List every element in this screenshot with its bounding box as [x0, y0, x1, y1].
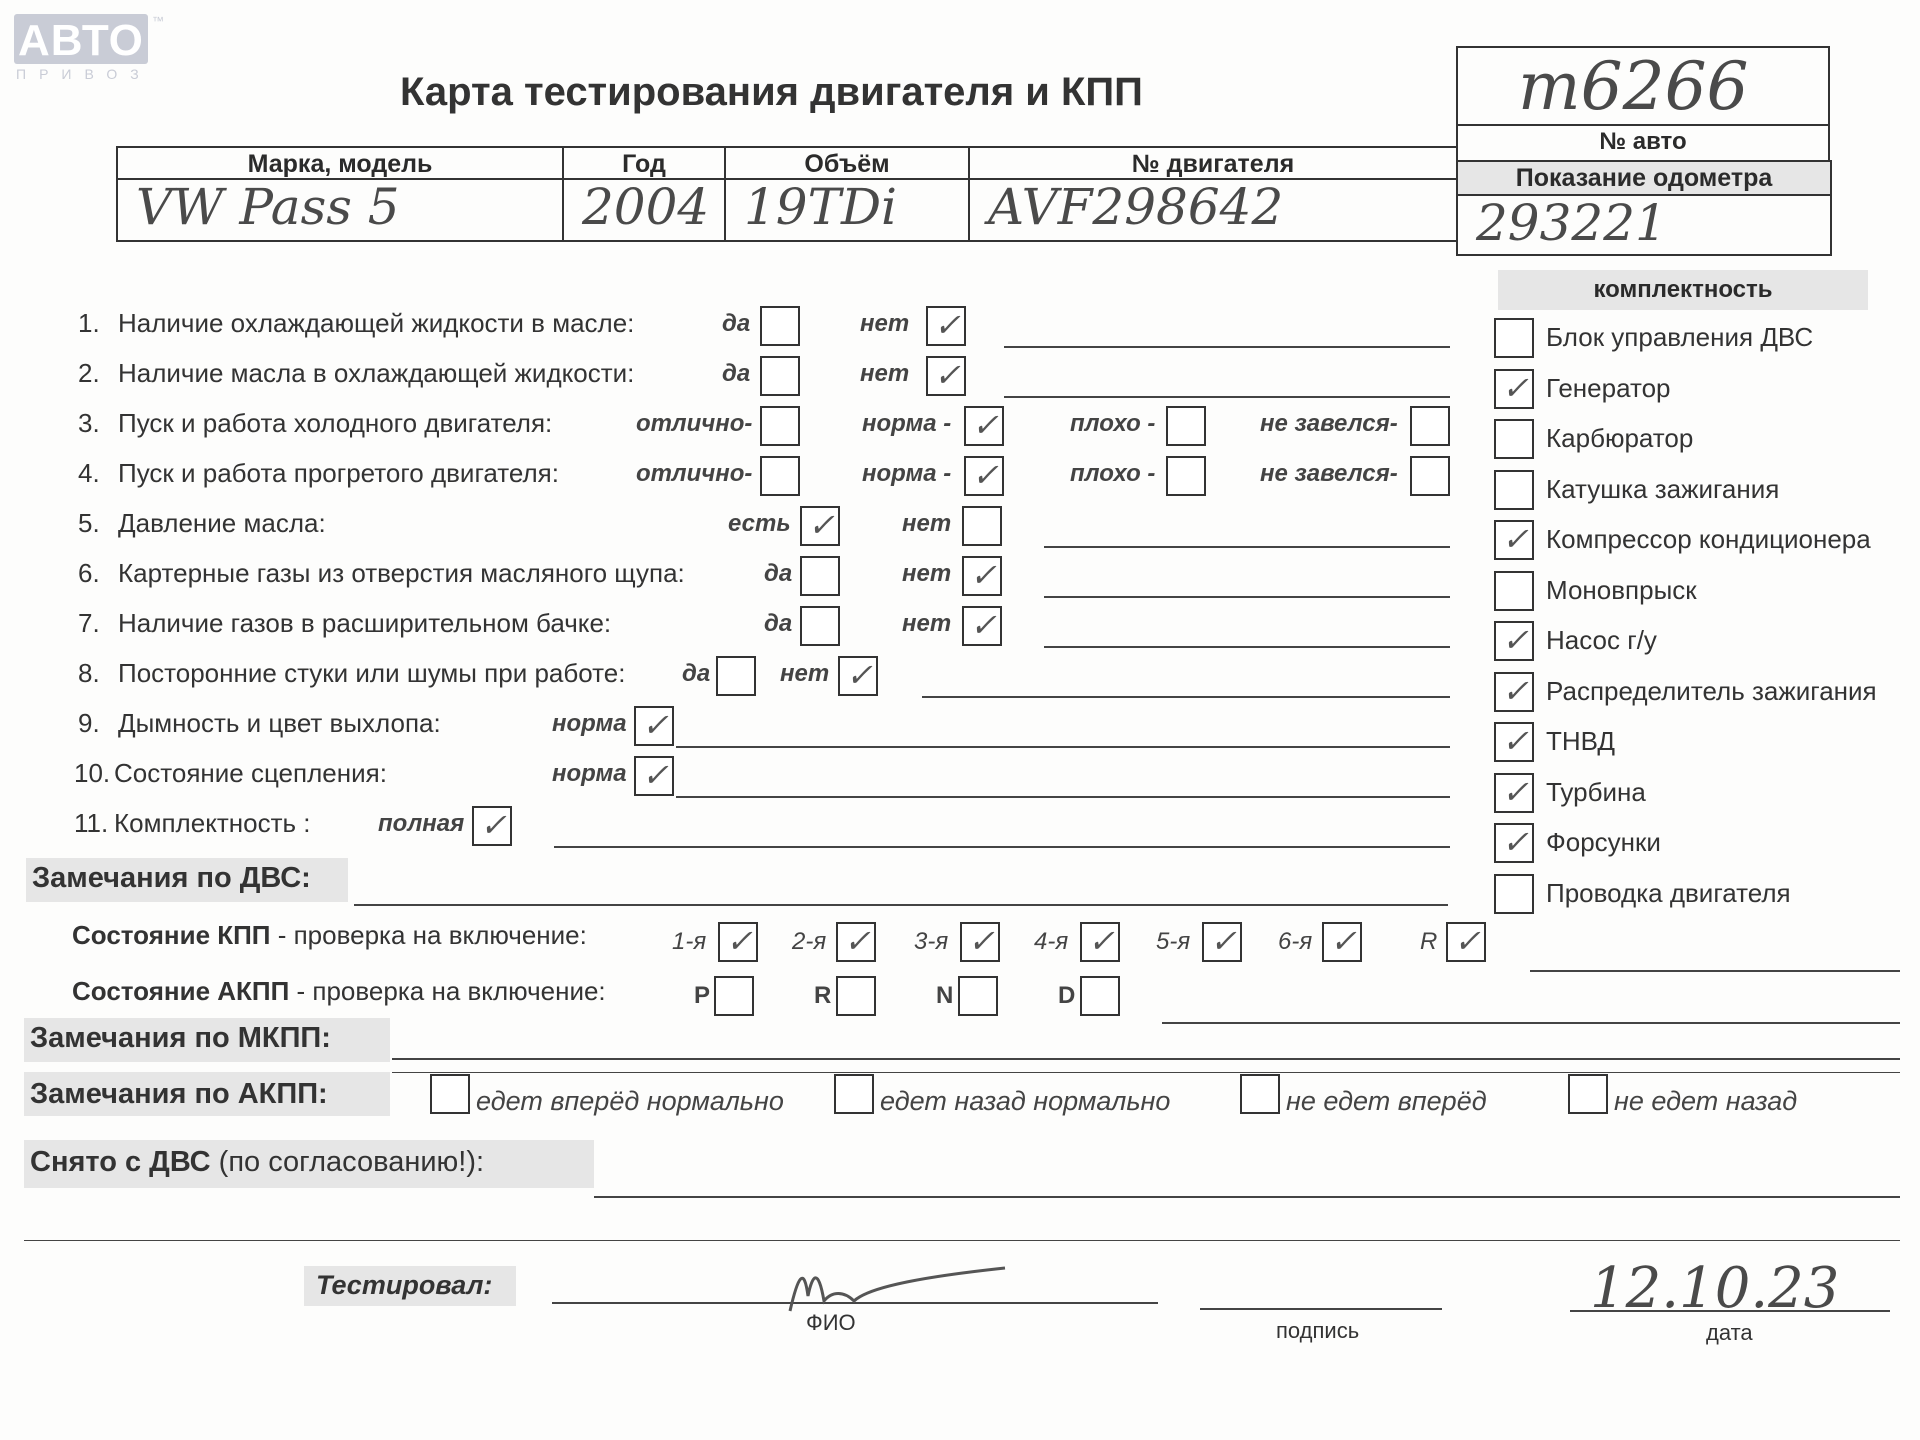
kpp-gear-box[interactable]: [1446, 922, 1486, 962]
logo-tm: ™: [152, 14, 164, 28]
sign-label: подпись: [1276, 1318, 1360, 1343]
check-mark: ✓: [972, 456, 999, 494]
kpp-gear-box[interactable]: [960, 922, 1000, 962]
check-mark: ✓: [934, 306, 961, 344]
header-value-text: 293221: [1476, 194, 1667, 252]
check-remark-line: [676, 746, 1450, 748]
check-mark: ✓: [726, 922, 753, 960]
kpp-gear-label: 6-я: [1278, 928, 1313, 955]
check-number: 8.: [78, 658, 100, 688]
check-mark: ✓: [972, 406, 999, 444]
check-remark-line: [554, 846, 1450, 848]
header-value-text: 2004: [582, 178, 710, 236]
check-option-label: да: [722, 360, 751, 387]
check-option-label: нет: [902, 610, 952, 637]
akpp-remark-option-box[interactable]: [1568, 1074, 1608, 1114]
header-col-label: Показание одометра: [1515, 164, 1773, 192]
check-option-box[interactable]: [760, 456, 800, 496]
check-mark: ✓: [844, 922, 871, 960]
check-mark: ✓: [1210, 922, 1237, 960]
logo-subtitle: ПРИВОЗ: [16, 66, 152, 82]
check-option-box[interactable]: [716, 656, 756, 696]
check-option-box[interactable]: [760, 306, 800, 346]
check-option-label: отлично-: [636, 410, 753, 437]
akpp-remark-option-label: едет назад нормально: [880, 1086, 1171, 1116]
kpp-gear-box[interactable]: [836, 922, 876, 962]
auto-number-label: № авто: [1599, 128, 1687, 155]
header-col-1: [562, 146, 726, 180]
check-option-label: норма: [552, 760, 627, 787]
kit-item-box[interactable]: [1494, 571, 1534, 611]
date-value: 12.10.23: [1590, 1256, 1840, 1321]
kit-item-box[interactable]: [1494, 369, 1534, 409]
kit-item-box[interactable]: [1494, 318, 1534, 358]
kit-item-label: Карбюратор: [1546, 423, 1694, 453]
tested-label: Тестировал:: [316, 1270, 493, 1300]
check-option-label: нет: [902, 510, 952, 537]
check-option-label: есть: [728, 510, 791, 537]
akpp-line: [1162, 1022, 1900, 1024]
remarks-mkpp-label: Замечания по МКПП:: [30, 1022, 331, 1054]
header-value-text: VW Pass 5: [136, 178, 400, 236]
check-mark: ✓: [1502, 772, 1529, 811]
check-mark: ✓: [642, 706, 669, 744]
kit-title: комплектность: [1593, 276, 1773, 303]
header-value-4: [1456, 194, 1832, 256]
logo: [14, 14, 164, 82]
akpp-mode-label: R: [814, 982, 832, 1009]
check-option-box[interactable]: [472, 806, 512, 846]
header-col-label: Объём: [804, 150, 890, 178]
kpp-gear-label: 5-я: [1156, 928, 1191, 955]
check-mark: ✓: [1502, 722, 1529, 760]
remarks-dvs-line: [354, 904, 1448, 906]
check-option-label: да: [764, 610, 793, 637]
check-number: 3.: [78, 408, 100, 438]
check-option-label: плохо -: [1070, 410, 1156, 437]
check-option-box[interactable]: [800, 556, 840, 596]
check-number: 1.: [78, 308, 100, 338]
check-label: Посторонние стуки или шумы при работе:: [118, 658, 626, 688]
akpp-mode-box[interactable]: [958, 976, 998, 1016]
check-mark: ✓: [480, 806, 507, 844]
check-mark: ✓: [642, 756, 669, 794]
fio-label: ФИО: [806, 1310, 856, 1335]
check-mark: ✓: [968, 922, 995, 960]
kit-item-label: Насос г/у: [1546, 625, 1657, 655]
check-option-box[interactable]: [634, 756, 674, 796]
auto-number-label-cell: [1456, 124, 1830, 160]
akpp-remark-option-label: не едет назад: [1614, 1086, 1798, 1116]
check-option-box[interactable]: [760, 356, 800, 396]
akpp-mode-label: N: [936, 982, 954, 1009]
akpp-remark-option-label: не едет вперёд: [1286, 1086, 1487, 1116]
kpp-label: Состояние КПП - проверка на включение:: [72, 920, 587, 950]
check-number: 2.: [78, 358, 100, 388]
check-number: 5.: [78, 508, 100, 538]
kit-item-label: Катушка зажигания: [1546, 473, 1780, 504]
kit-item-box[interactable]: [1494, 722, 1534, 762]
kit-item-box[interactable]: [1494, 419, 1534, 459]
kpp-gear-box[interactable]: [718, 922, 758, 962]
kpp-line: [1530, 970, 1900, 972]
kit-item-box[interactable]: [1494, 520, 1534, 560]
header-col-label: Марка, модель: [247, 150, 433, 178]
akpp-mode-box[interactable]: [1080, 976, 1120, 1016]
check-mark: ✓: [1502, 621, 1529, 659]
check-option-label: не завелся-: [1260, 410, 1398, 437]
check-mark: ✓: [1330, 922, 1357, 960]
kit-item-label: Генератор: [1546, 372, 1671, 403]
check-option-box[interactable]: [962, 556, 1002, 596]
header-col-3: [968, 146, 1458, 180]
check-mark: ✓: [1502, 520, 1529, 558]
check-label: Комплектность :: [114, 808, 311, 838]
date-label: дата: [1706, 1320, 1753, 1345]
removed-line: [594, 1196, 1900, 1198]
kit-item-label: Турбина: [1546, 776, 1646, 807]
akpp-mode-box[interactable]: [714, 976, 754, 1016]
kpp-gear-label: 4-я: [1034, 928, 1069, 955]
check-option-label: отлично-: [636, 460, 753, 487]
header-col-4: [1456, 160, 1832, 196]
check-label: Наличие охлаждающей жидкости в масле:: [118, 308, 635, 338]
check-option-box[interactable]: [962, 606, 1002, 646]
kit-item-box[interactable]: [1494, 672, 1534, 712]
check-mark: ✓: [1088, 922, 1115, 960]
check-label: Наличие масла в охлаждающей жидкости:: [118, 358, 635, 388]
check-option-label: да: [722, 310, 751, 337]
header-value-2: [724, 178, 970, 242]
check-option-label: норма -: [862, 410, 952, 437]
header-col-2: [724, 146, 970, 180]
check-option-box[interactable]: [926, 356, 966, 396]
check-mark: ✓: [934, 356, 961, 394]
check-number: 7.: [78, 608, 100, 638]
akpp-remark-option-box[interactable]: [1240, 1074, 1280, 1114]
header-value-text: 19TDi: [744, 178, 898, 236]
check-mark: ✓: [1502, 368, 1529, 407]
kit-item-box[interactable]: [1494, 773, 1534, 813]
check-label: Давление масла:: [118, 508, 326, 538]
sign-line: [1200, 1308, 1442, 1310]
kit-item-box[interactable]: [1494, 621, 1534, 661]
check-remark-line: [1044, 596, 1450, 598]
auto-number-box: [1456, 46, 1830, 126]
check-option-label: да: [764, 560, 793, 587]
kit-item-box[interactable]: [1494, 823, 1534, 863]
header-col-label: Год: [622, 150, 666, 178]
check-option-box[interactable]: [1166, 406, 1206, 446]
check-option-label: нет: [860, 310, 910, 337]
kpp-gear-box[interactable]: [1202, 922, 1242, 962]
check-mark: ✓: [1502, 823, 1529, 861]
check-mark: ✓: [808, 506, 835, 544]
check-option-box[interactable]: [1166, 456, 1206, 496]
auto-number-value: т6266: [1518, 48, 1749, 125]
akpp-mode-box[interactable]: [836, 976, 876, 1016]
remarks-dvs-label: Замечания по ДВС:: [32, 862, 311, 894]
check-label: Картерные газы из отверстия масляного щупа:: [118, 558, 685, 588]
kpp-gear-box[interactable]: [1322, 922, 1362, 962]
check-option-label: норма: [552, 710, 627, 737]
check-number: 10.: [74, 758, 111, 788]
check-label: Дымность и цвет выхлопа:: [118, 708, 441, 738]
check-option-label: нет: [780, 660, 830, 687]
akpp-mode-label: D: [1058, 982, 1076, 1009]
check-remark-line: [1004, 346, 1450, 348]
check-option-box[interactable]: [800, 606, 840, 646]
kit-item-label: Моновпрыск: [1546, 574, 1697, 605]
remarks-akpp-label: Замечания по АКПП:: [30, 1078, 328, 1110]
check-remark-line: [922, 696, 1450, 698]
check-label: Наличие газов в расширительном бачке:: [118, 608, 612, 638]
check-mark: ✓: [1502, 671, 1529, 710]
check-option-box[interactable]: [760, 406, 800, 446]
check-remark-line: [676, 796, 1450, 798]
header-value-1: [562, 178, 726, 242]
kit-item-label: Проводка двигателя: [1546, 877, 1791, 908]
remarks-mkpp-line: [392, 1058, 1900, 1060]
kit-item-label: ТНВД: [1546, 726, 1616, 756]
akpp-remark-option-box[interactable]: [834, 1074, 874, 1114]
check-option-label: полная: [378, 810, 465, 837]
kit-item-label: Распределитель зажигания: [1546, 675, 1877, 706]
header-col-0: [116, 146, 564, 180]
kit-item-label: Компрессор кондиционера: [1546, 524, 1871, 554]
header-col-label: № двигателя: [1131, 150, 1295, 178]
check-mark: ✓: [846, 656, 873, 694]
akpp-remark-option-label: едет вперёд нормально: [476, 1086, 784, 1116]
page-title: Карта тестирования двигателя и КПП: [400, 70, 1143, 114]
check-option-box[interactable]: [1410, 406, 1450, 446]
header-value-text: AVF298642: [988, 178, 1284, 236]
kpp-gear-box[interactable]: [1080, 922, 1120, 962]
check-option-box[interactable]: [964, 406, 1004, 446]
check-option-label: плохо -: [1070, 460, 1156, 487]
check-mark: ✓: [970, 556, 997, 594]
check-option-box[interactable]: [1410, 456, 1450, 496]
kit-item-label: Блок управления ДВС: [1546, 322, 1814, 352]
check-option-label: нет: [902, 560, 952, 587]
akpp-mode-label: P: [694, 982, 711, 1009]
kpp-gear-label: 1-я: [672, 928, 707, 955]
check-label: Пуск и работа прогретого двигателя:: [118, 458, 559, 488]
akpp-label: Состояние АКПП - проверка на включение:: [72, 976, 606, 1006]
check-number: 4.: [78, 458, 100, 488]
check-option-box[interactable]: [634, 706, 674, 746]
kit-item-label: Форсунки: [1546, 827, 1661, 857]
remarks-mkpp-line2: [392, 1072, 1900, 1073]
check-label: Пуск и работа холодного двигателя:: [118, 408, 553, 438]
check-label: Состояние сцепления:: [114, 758, 387, 788]
removed-line2: [24, 1240, 1900, 1241]
check-option-box[interactable]: [926, 306, 966, 346]
check-option-box[interactable]: [964, 456, 1004, 496]
check-option-label: не завелся-: [1260, 460, 1398, 487]
removed-label: Снято с ДВС (по согласованию!):: [30, 1146, 485, 1178]
check-number: 6.: [78, 558, 100, 588]
akpp-remark-option-box[interactable]: [430, 1074, 470, 1114]
header-value-3: [968, 178, 1458, 242]
header-value-0: [116, 178, 564, 242]
check-option-box[interactable]: [800, 506, 840, 546]
check-remark-line: [1044, 546, 1450, 548]
check-option-label: норма -: [862, 460, 952, 487]
check-number: 11.: [74, 808, 109, 838]
logo-text: АВТО: [18, 16, 144, 65]
check-option-label: да: [682, 660, 711, 687]
kit-item-box[interactable]: [1494, 874, 1534, 914]
check-mark: ✓: [970, 606, 997, 644]
check-option-box[interactable]: [838, 656, 878, 696]
kpp-gear-label: 3-я: [914, 928, 949, 955]
check-option-box[interactable]: [962, 506, 1002, 546]
check-mark: ✓: [1454, 922, 1481, 960]
kit-item-box[interactable]: [1494, 470, 1534, 510]
check-remark-line: [1004, 396, 1450, 398]
check-remark-line: [1044, 646, 1450, 648]
check-number: 9.: [78, 708, 100, 738]
kpp-gear-label: R: [1420, 928, 1438, 955]
check-option-label: нет: [860, 360, 910, 387]
kpp-gear-label: 2-я: [792, 928, 827, 955]
